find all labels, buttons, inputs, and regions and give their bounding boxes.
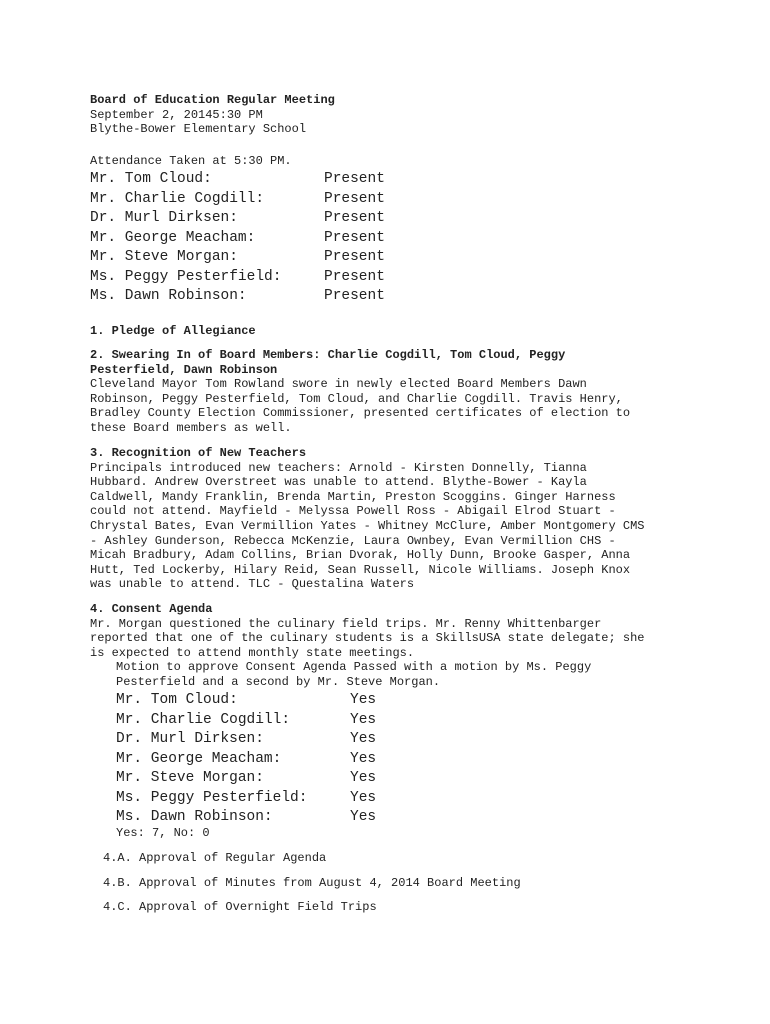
vote-row — [116, 691, 716, 711]
meeting-header — [90, 93, 690, 137]
meeting-title: Board of Education Regular Meeting — [90, 93, 335, 107]
vote-value: Yes — [350, 731, 377, 747]
subitem-4b: 4.B. Approval of Minutes from August 4, 2014 Board Meeting — [103, 876, 521, 890]
attendance-status: Present — [324, 171, 385, 187]
attendance-row — [90, 287, 690, 307]
member-name: Mr. George Meacham: — [90, 229, 256, 246]
vote-row — [116, 730, 716, 750]
body-line: Robinson, Peggy Pesterfield, Tom Cloud, and Charlie Cogdill. Travis Henry, — [90, 391, 623, 406]
body-line: Bradley County Election Commissioner, presented certificates of election to — [90, 406, 631, 421]
member-name: Mr. Charlie Cogdill: — [116, 711, 291, 728]
member-name: Mr. Steve Morgan: — [90, 249, 238, 265]
member-name: Ms. Dawn Robinson: — [116, 809, 273, 825]
item-pledge-heading: 1. Pledge of Allegiance — [90, 324, 256, 338]
body-line: - Ashley Gunderson, Rebecca McKenzie, Laura Ownbey, Evan Vermillion CHS - — [90, 533, 616, 548]
vote-value: Yes — [350, 809, 377, 825]
body-line: Mr. Morgan questioned the culinary field trips. Mr. Renny Whittenbarger — [90, 616, 602, 631]
vote-row — [116, 789, 716, 809]
member-name: Ms. Peggy Pesterfield: — [90, 268, 282, 285]
vote-row — [116, 769, 716, 789]
attendance-row — [90, 190, 690, 210]
body-line: Pesterfield and a second by Mr. Steve Morgan. — [116, 674, 441, 689]
member-name: Ms. Peggy Pesterfield: — [116, 789, 308, 806]
member-name: Dr. Murl Dirksen: — [116, 731, 264, 747]
vote-row — [116, 808, 716, 828]
vote-row — [116, 711, 716, 731]
attendance-intro: Attendance Taken at 5:30 PM. — [90, 154, 292, 168]
body-line: Hutt, Ted Lockerby, Hilary Reid, Sean Russell, Nicole Williams. Joseph Knox — [90, 562, 631, 577]
body-line: reported that one of the culinary students is a SkillsUSA state delegate; she — [90, 631, 645, 646]
item-recognition-heading: 3. Recognition of New Teachers — [90, 446, 307, 460]
member-name: Mr. George Meacham: — [116, 750, 282, 767]
body-line: Hubbard. Andrew Overstreet was unable to attend. Blythe-Bower - Kayla — [90, 475, 587, 490]
member-name: Dr. Murl Dirksen: — [90, 210, 238, 226]
attendance-row — [90, 229, 690, 249]
attendance-status: Present — [324, 249, 385, 265]
attendance-row — [90, 209, 690, 229]
member-name: Mr. Tom Cloud: — [90, 171, 212, 187]
vote-value: Yes — [350, 789, 377, 806]
item-swearing-heading: 2. Swearing In of Board Members: Charlie Cogdill, Tom Cloud, Peggy — [90, 348, 566, 362]
body-line: could not attend. Mayfield - Melyssa Powell Ross - Abigail Elrod Stuart - — [90, 504, 616, 519]
attendance-row — [90, 170, 690, 190]
attendance-status: Present — [324, 229, 385, 246]
vote-value: Yes — [350, 692, 377, 708]
item-swearing-heading-cont: Pesterfield, Dawn Robinson — [90, 362, 278, 377]
attendance-status: Present — [324, 190, 385, 207]
member-name: Mr. Tom Cloud: — [116, 692, 238, 708]
motion-text — [116, 660, 716, 689]
member-name: Mr. Steve Morgan: — [116, 770, 264, 786]
body-line: Chrystal Bates, Evan Vermillion Yates - Whitney McClure, Amber Montgomery CMS — [90, 518, 645, 533]
attendance-row — [90, 268, 690, 288]
item-recognition-section — [90, 446, 690, 592]
body-line: Principals introduced new teachers: Arnold - Kirsten Donnelly, Tianna — [90, 460, 587, 475]
body-line: Micah Bradbury, Adam Collins, Brian Dvorak, Holly Dunn, Brooke Gasper, Anna — [90, 548, 631, 563]
body-line: these Board members as well. — [90, 420, 292, 435]
body-line: was unable to attend. TLC - Questalina Waters — [90, 577, 415, 592]
meeting-location: Blythe-Bower Elementary School — [90, 122, 307, 137]
vote-list — [116, 691, 716, 828]
meeting-date: September 2, 20145:30 PM — [90, 107, 263, 122]
member-name: Mr. Charlie Cogdill: — [90, 190, 265, 207]
body-line: Caldwell, Mandy Franklin, Brenda Martin, Preston Scoggins. Ginger Harness — [90, 489, 616, 504]
item-swearing-section — [90, 348, 690, 436]
vote-row — [116, 750, 716, 770]
attendance-status: Present — [324, 210, 385, 226]
subitem-4c: 4.C. Approval of Overnight Field Trips — [103, 900, 377, 914]
body-line: Motion to approve Consent Agenda Passed with a motion by Ms. Peggy — [116, 660, 592, 674]
member-name: Ms. Dawn Robinson: — [90, 288, 247, 304]
vote-value: Yes — [350, 750, 377, 767]
body-line: Cleveland Mayor Tom Rowland swore in newly elected Board Members Dawn — [90, 377, 587, 392]
vote-value: Yes — [350, 711, 377, 728]
subitem-4a: 4.A. Approval of Regular Agenda — [103, 851, 327, 865]
body-line: is expected to attend monthly state meetings. — [90, 645, 415, 660]
attendance-status: Present — [324, 288, 385, 304]
vote-value: Yes — [350, 770, 377, 786]
vote-tally: Yes: 7, No: 0 — [116, 826, 210, 840]
item-consent-heading: 4. Consent Agenda — [90, 602, 213, 616]
attendance-status: Present — [324, 268, 385, 285]
attendance-list — [90, 170, 690, 307]
item-consent-section — [90, 602, 690, 660]
attendance-row — [90, 248, 690, 268]
